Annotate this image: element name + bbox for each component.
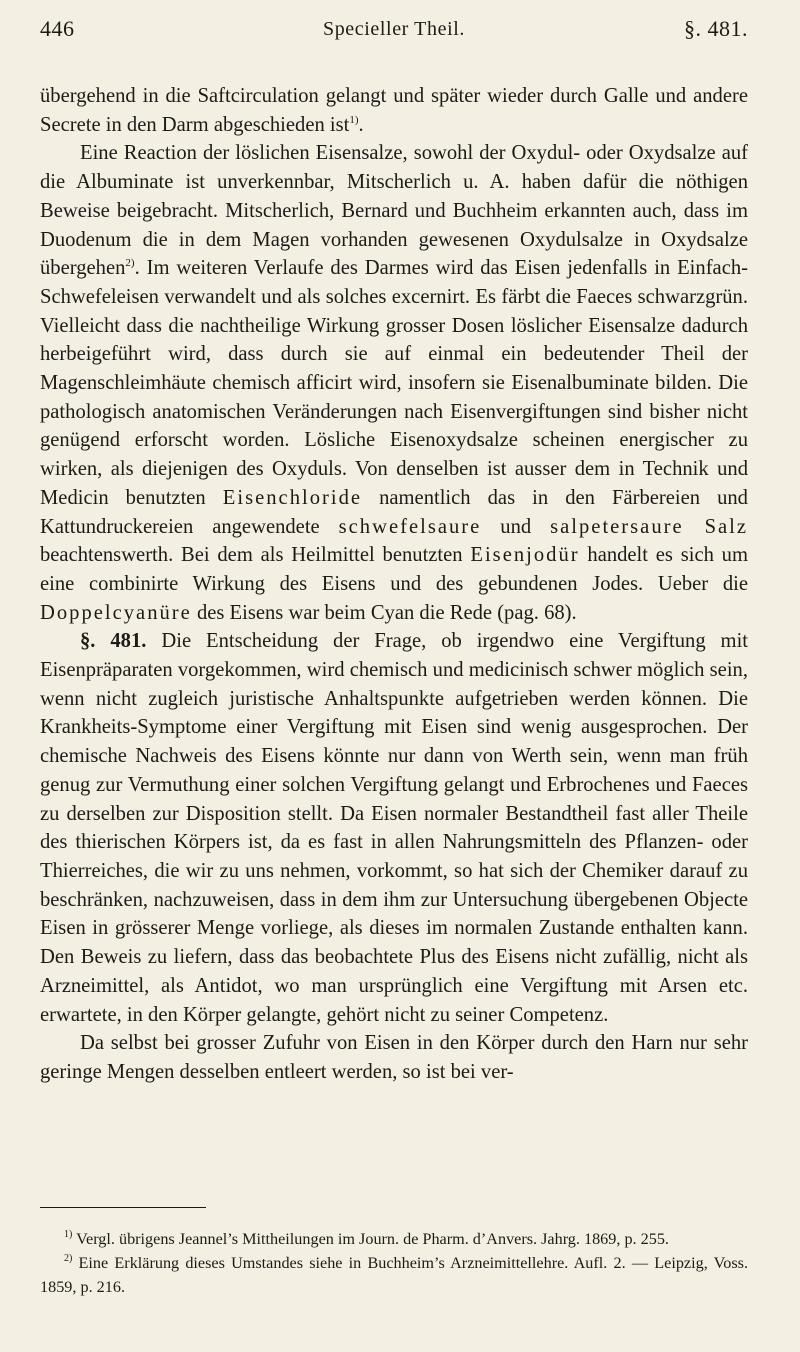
paragraph-4-text: Da selbst bei grosser Zufuhr von Eisen in den Körper durch den Harn nur sehr geringe Mengen desselben entleert werden, so ist bei ver- bbox=[40, 1032, 748, 1083]
paragraph-1-text: übergehend in die Saftcirculation gelangt und später wieder durch Galle und andere Secrete in den Darm abgeschieden ist bbox=[40, 85, 748, 136]
footnote-ref-2: 2) bbox=[125, 257, 135, 270]
header-section-number: §. 481. bbox=[684, 16, 748, 41]
footnote-1-marker: 1) bbox=[64, 1229, 73, 1240]
running-title: Specieller Theil. bbox=[322, 18, 465, 40]
term-schwefelsaure: schwefelsaure bbox=[338, 515, 482, 538]
term-doppelcyanuere: Doppelcyanüre bbox=[40, 601, 192, 624]
footnote-divider bbox=[40, 1207, 206, 1208]
page-number: 446 bbox=[40, 16, 75, 41]
footnote-2-marker: 2) bbox=[64, 1253, 73, 1264]
term-eisenchloride: Eisenchloride bbox=[222, 486, 363, 509]
paragraph-1 bbox=[40, 82, 748, 139]
body-text bbox=[40, 82, 748, 1087]
section-heading-481: §. 481. bbox=[80, 630, 147, 653]
footnote-ref-1: 1) bbox=[349, 113, 359, 126]
paragraph-3 bbox=[40, 627, 748, 1029]
term-salpetersaure-salz: salpetersaure Salz bbox=[550, 515, 749, 538]
footnote-2 bbox=[40, 1251, 748, 1299]
paragraph-3-text: Die Entscheidung der Frage, ob irgendwo eine Vergiftung mit Eisenpräparaten vorgekommen, wird chemisch und medicinisch schwer möglich sein, wenn nicht zugleich juristische Anhaltspunkte aufgetrieben werden können. Die Krankheits-Symptome einer Vergiftung mit Eisen sind wenig ausgesprochen. Der chemische Nachweis des Eisens könnte nur dann von Werth sein, wenn man früh genug zur Vermuthung einer solchen Vergiftung gelangt und Erbrochenes und Faeces zu derselben zur Disposition stellt. Da Eisen normaler Bestandtheil fast aller Theile des thierischen Körpers ist, da es fast in allen Nahrungsmitteln des Pflanzen- oder Thierreiches, die wir zu uns nehmen, vorkommt, so hat sich der Chemiker darauf zu beschränken, nachzuweisen, dass in dem ihm zur Untersuchung übergebenen Objecte Eisen in grösserer Menge vorliege, als dieses im normalen Zustande enthalten kann. Den Beweis zu liefern, dass das beobachtete Plus des Eisens nicht zufällig, nicht als Arzneimittel, als Antidot, wo man ursprünglich eine Vergiftung mit Arsen etc. erwartete, in den Körper gelangte, gehört nicht zu seiner Competenz. bbox=[40, 630, 749, 1026]
paragraph-2-text-b: . Im weiteren Verlaufe des Darmes wird das Eisen jedenfalls in Einfach-Schwefeleisen verwandelt und als solches excernirt. Es färbt die Faeces schwarzgrün. Vielleicht dass die nachtheilige Wirkung grosser Dosen löslicher Eisensalze dadurch herbeigeführt wird, dass durch sie auf einmal ein bedeutender Theil der Magenschleimhäute chemisch afficirt wird, insofern sie Eisenalbuminate bilden. Die pathologisch anatomischen Veränderungen nach Eisenvergiftungen sind bisher nicht genügend erforscht worden. Lösliche Eisenoxydsalze scheinen energischer zu wirken, als diejenigen des Oxyduls. Von denselben ist ausser dem in Technik und Medicin benutzten bbox=[40, 257, 748, 509]
paragraph-2-text-a: Eine Reaction der löslichen Eisensalze, sowohl der Oxydul- oder Oxydsalze auf die Albuminate ist unverkennbar, Mitscherlich u. A. haben dafür die nöthigen Beweise beigebracht. Mitscherlich, Bernard und Buchheim erkannten auch, dass im Duodenum die in dem Magen vorhanden gewesenen Oxydulsalze in Oxydsalze übergehen bbox=[40, 142, 748, 280]
paragraph-2-text-g: des Eisens war beim Cyan die Rede (pag. 68). bbox=[196, 601, 577, 624]
footnotes bbox=[40, 1227, 748, 1299]
paragraph-1-end: . bbox=[358, 113, 364, 136]
paragraph-2-text-f: handelt es sich um eine combinirte Wirkung des Eisens und des gebundenen Jodes. Ueber die bbox=[40, 544, 748, 595]
paragraph-2-text-d: und bbox=[500, 515, 532, 538]
paragraph-2 bbox=[40, 139, 748, 627]
footnote-2-text: Eine Erklärung dieses Umstandes siehe in Buchheim’s Arzneimittellehre. Aufl. 2. — Leipzig, Voss. 1859, p. 216. bbox=[40, 1254, 748, 1296]
paragraph-4 bbox=[40, 1029, 748, 1086]
term-eisenjoduer: Eisenjodür bbox=[470, 544, 580, 567]
footnote-1 bbox=[40, 1227, 748, 1251]
page-header bbox=[40, 16, 748, 50]
paragraph-2-text-c: namentlich das in den Färbereien und Kattundruckereien angewendete bbox=[40, 486, 748, 538]
footnote-1-text: Vergl. übrigens Jeannel’s Mittheilungen im Journ. de Pharm. d’Anvers. Jahrg. 1869, p. 255. bbox=[76, 1230, 669, 1248]
paragraph-2-text-e: beachtenswerth. Bei dem als Heilmittel benutzten bbox=[40, 544, 463, 567]
